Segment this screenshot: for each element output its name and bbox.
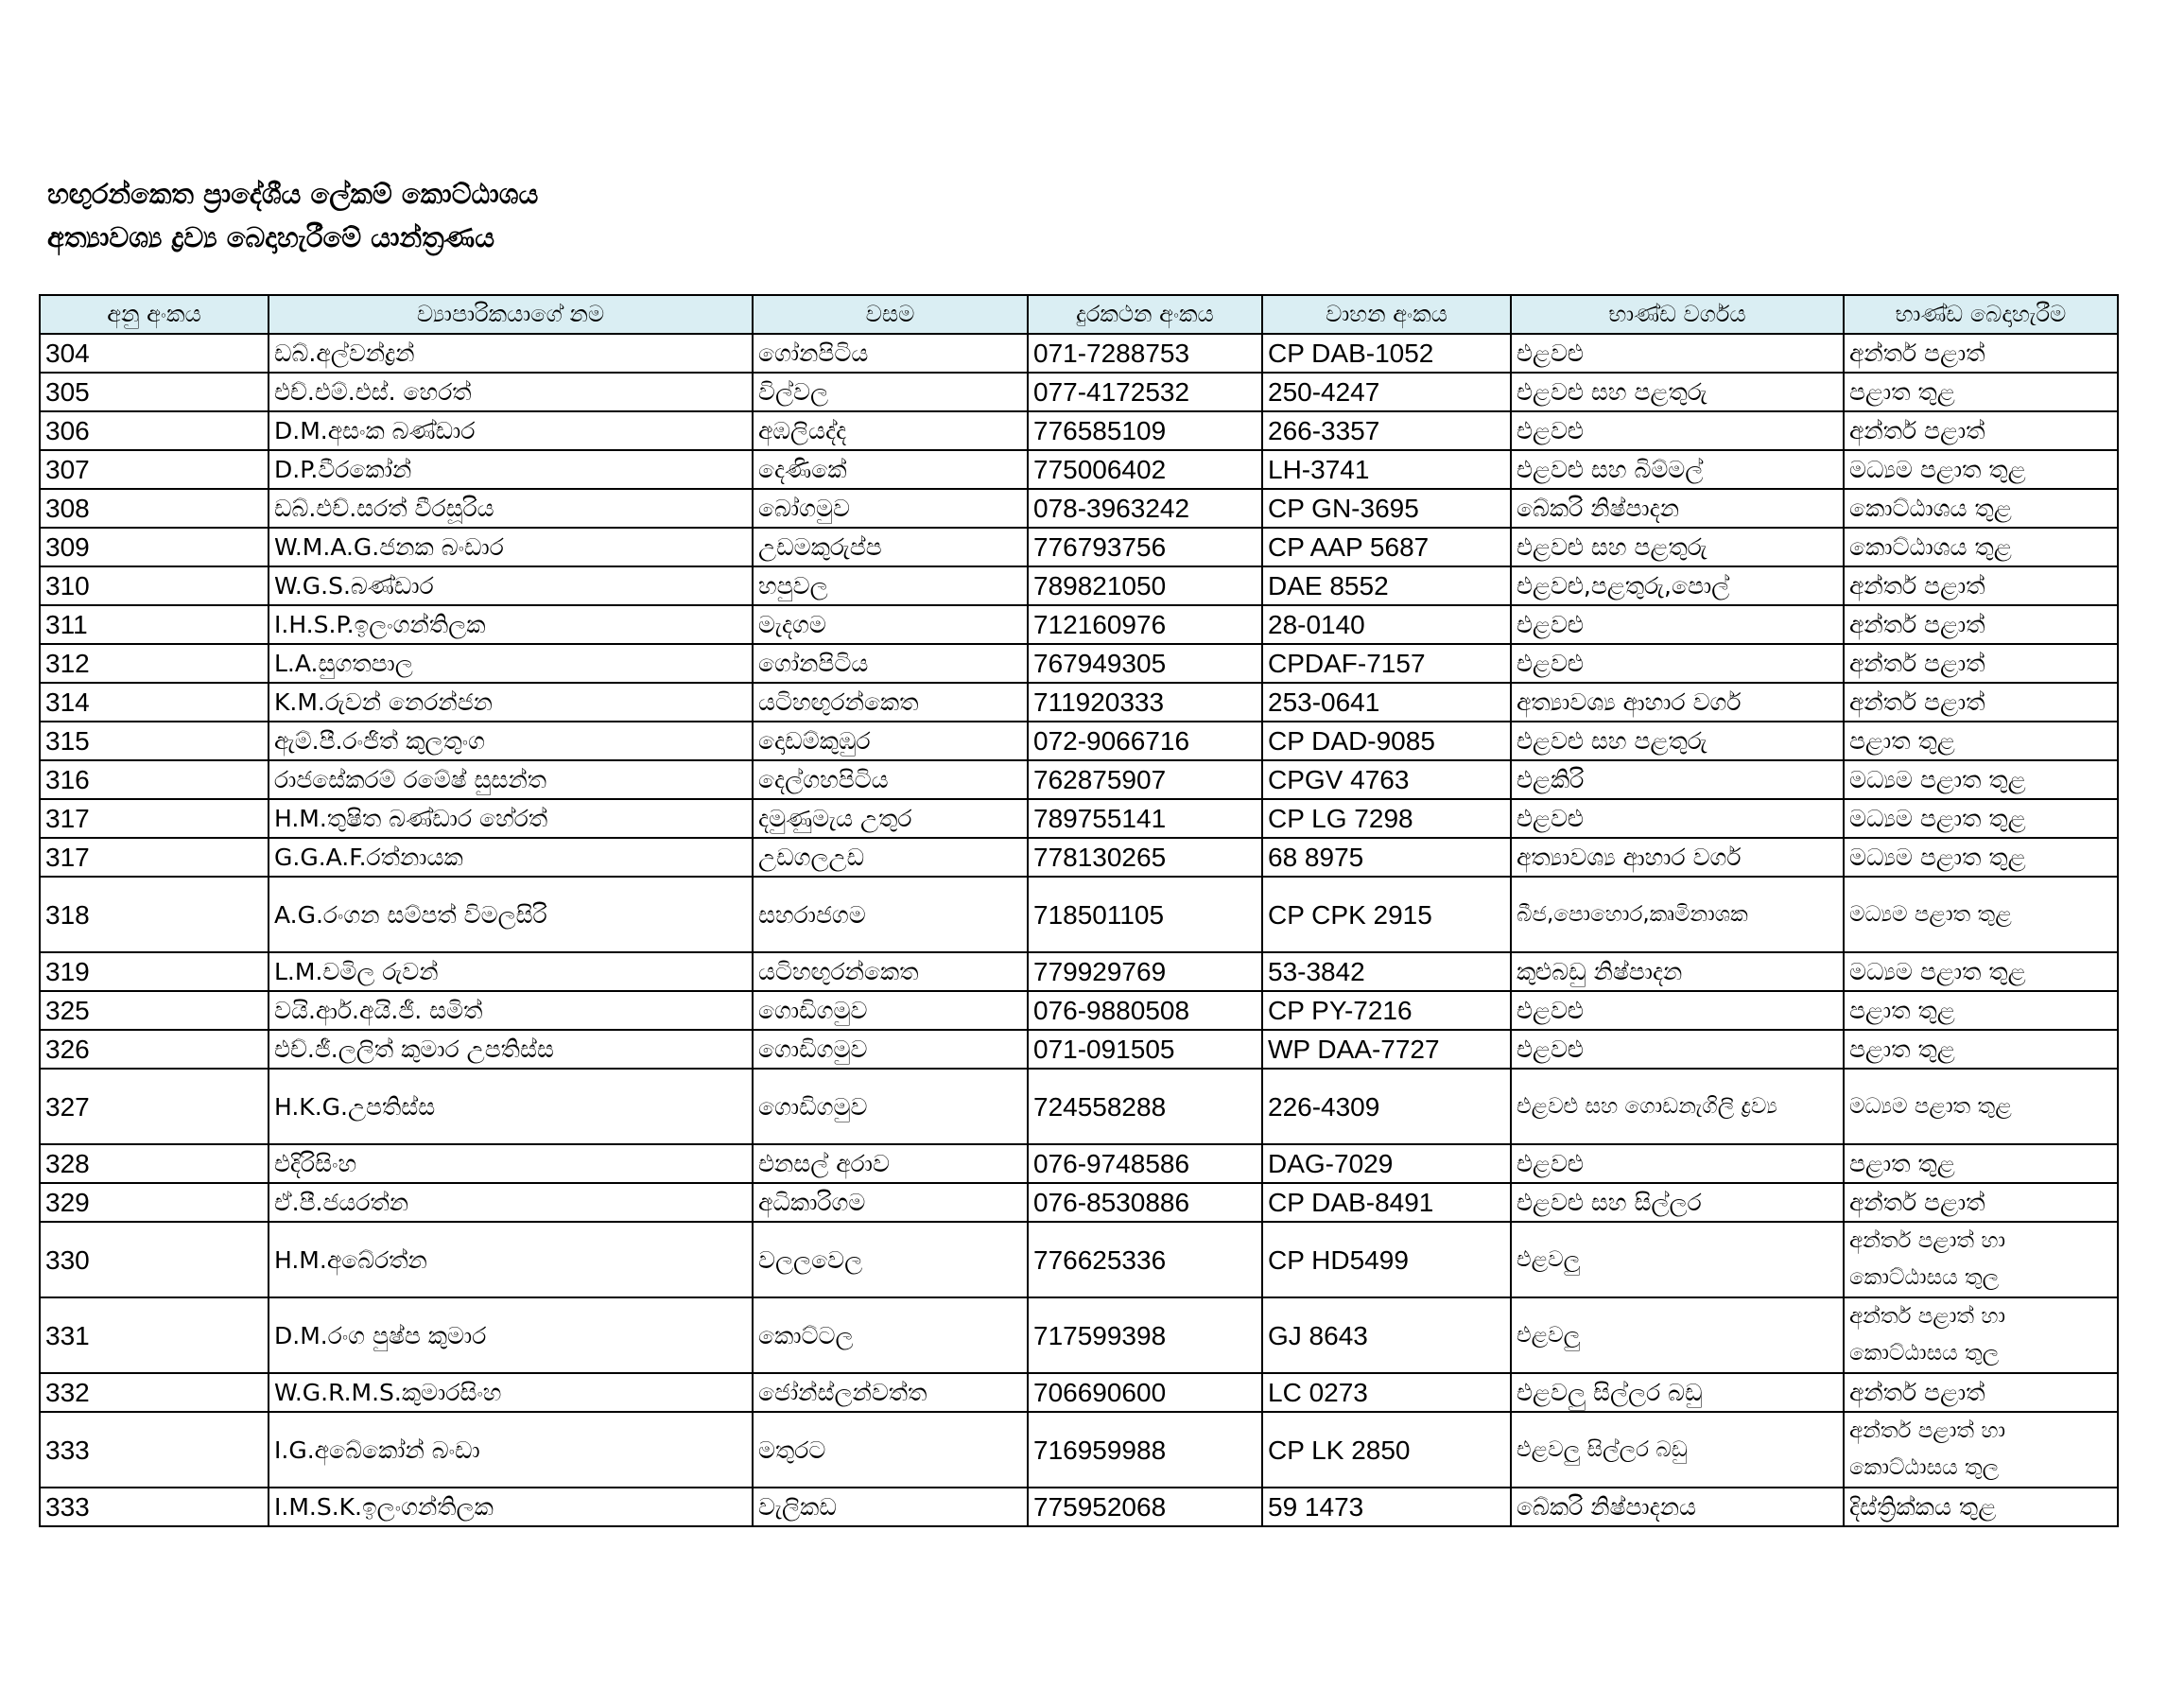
goods-type-cell: එළවළු: [1511, 334, 1844, 373]
distribution-cell: අන්තර් පළාත්: [1844, 1183, 2118, 1222]
trader-name-cell: L.A.සුගතපාල: [269, 644, 753, 683]
phone-cell: 767949305: [1028, 644, 1262, 683]
column-header-trader-name: ව්‍යාපාරිකයාගේ නම: [269, 295, 753, 334]
vehicle-cell: 28-0140: [1262, 605, 1511, 644]
goods-type-cell: බීජ,පොහොර,කෘමිනාශක: [1511, 877, 1844, 952]
division-cell: විල්වල: [753, 373, 1028, 411]
phone-cell: 706690600: [1028, 1373, 1262, 1412]
distribution-cell: අන්තර් පළාත්: [1844, 683, 2118, 722]
serial-cell: 316: [40, 760, 269, 799]
goods-type-cell: එළවලු: [1511, 1297, 1844, 1373]
table-row: [40, 683, 2118, 722]
goods-type-cell: එළකිරි: [1511, 760, 1844, 799]
goods-type-cell: එළවළු: [1511, 1030, 1844, 1069]
vehicle-cell: 53-3842: [1262, 952, 1511, 991]
phone-cell: 789821050: [1028, 566, 1262, 605]
phone-cell: 717599398: [1028, 1297, 1262, 1373]
serial-cell: 311: [40, 605, 269, 644]
phone-cell: 712160976: [1028, 605, 1262, 644]
goods-type-cell: එළවළු සහ සිල්ලර: [1511, 1183, 1844, 1222]
table-row: [40, 799, 2118, 838]
division-cell: යටිහඟුරන්කෙත: [753, 952, 1028, 991]
phone-cell: 775952068: [1028, 1488, 1262, 1526]
serial-cell: 314: [40, 683, 269, 722]
vehicle-cell: 226-4309: [1262, 1069, 1511, 1144]
goods-type-cell: බේකරි නිෂ්පාදන: [1511, 489, 1844, 528]
serial-cell: 319: [40, 952, 269, 991]
header-row: [40, 295, 2118, 334]
trader-name-cell: ඒ.පී.ජයරත්න: [269, 1183, 753, 1222]
vehicle-cell: CPDAF-7157: [1262, 644, 1511, 683]
column-header-vehicle: වාහන අංකය: [1262, 295, 1511, 334]
serial-cell: 329: [40, 1183, 269, 1222]
distribution-cell: මධ්‍යම පළාත තුළ: [1844, 450, 2118, 489]
goods-type-cell: එළවළු: [1511, 799, 1844, 838]
goods-type-cell: එළවළු: [1511, 411, 1844, 450]
trader-name-cell: එදිරිසිංහ: [269, 1144, 753, 1183]
vehicle-cell: DAG-7029: [1262, 1144, 1511, 1183]
goods-type-cell: එළවළු සහ පළතුරු: [1511, 373, 1844, 411]
serial-cell: 330: [40, 1222, 269, 1297]
table-row: [40, 1222, 2118, 1297]
division-cell: දොඩම්කුඹුර: [753, 722, 1028, 760]
division-cell: කොට්ටල: [753, 1297, 1028, 1373]
distribution-cell: මධ්‍යම පළාත තුළ: [1844, 1069, 2118, 1144]
table-row: [40, 1144, 2118, 1183]
phone-cell: 718501105: [1028, 877, 1262, 952]
goods-type-cell: එළවළු: [1511, 605, 1844, 644]
table-row: [40, 991, 2118, 1030]
serial-cell: 312: [40, 644, 269, 683]
table-header: [40, 295, 2118, 334]
distribution-cell: කොට්ඨාශය තුළ: [1844, 489, 2118, 528]
table-row: [40, 1183, 2118, 1222]
distribution-cell: අන්තර් පළාත් හා කොට්ඨාසය තුල: [1844, 1297, 2118, 1373]
table-row: [40, 952, 2118, 991]
trader-name-cell: D.M.රංග පුෂ්ප කුමාර: [269, 1297, 753, 1373]
trader-name-cell: H.M.අබේරත්න: [269, 1222, 753, 1297]
serial-cell: 327: [40, 1069, 269, 1144]
vehicle-cell: CP DAD-9085: [1262, 722, 1511, 760]
phone-cell: 711920333: [1028, 683, 1262, 722]
trader-name-cell: W.G.R.M.S.කුමාරසිංහ: [269, 1373, 753, 1412]
division-cell: උඩමකුරුප්ප: [753, 528, 1028, 566]
distribution-cell: දිස්ත්‍රික්කය තුළ: [1844, 1488, 2118, 1526]
vehicle-cell: DAE 8552: [1262, 566, 1511, 605]
page-header: [47, 172, 538, 259]
division-cell: එනසල් අරාව: [753, 1144, 1028, 1183]
phone-cell: 071-091505: [1028, 1030, 1262, 1069]
trader-name-cell: I.G.අබේකෝන් බංඩා: [269, 1412, 753, 1488]
trader-name-cell: ඇම්.පී.රංජිත් කුලතුංග: [269, 722, 753, 760]
goods-type-cell: එළවළු සහ බිම්මල්: [1511, 450, 1844, 489]
goods-type-cell: එළවළු: [1511, 991, 1844, 1030]
vehicle-cell: 59 1473: [1262, 1488, 1511, 1526]
table-row: [40, 450, 2118, 489]
phone-cell: 762875907: [1028, 760, 1262, 799]
distribution-cell: පළාත තුළ: [1844, 373, 2118, 411]
distribution-cell: අන්තර් පළාත්: [1844, 1373, 2118, 1412]
serial-cell: 333: [40, 1412, 269, 1488]
vehicle-cell: CP DAB-1052: [1262, 334, 1511, 373]
serial-cell: 308: [40, 489, 269, 528]
table-row: [40, 722, 2118, 760]
phone-cell: 072-9066716: [1028, 722, 1262, 760]
serial-cell: 328: [40, 1144, 269, 1183]
trader-name-cell: D.M.අසංක බණ්ඩාර: [269, 411, 753, 450]
table-row: [40, 1030, 2118, 1069]
phone-cell: 071-7288753: [1028, 334, 1262, 373]
phone-cell: 076-8530886: [1028, 1183, 1262, 1222]
vehicle-cell: CP AAP 5687: [1262, 528, 1511, 566]
vehicle-cell: 266-3357: [1262, 411, 1511, 450]
goods-type-cell: එළවළු,පළතුරු,පොල්: [1511, 566, 1844, 605]
division-cell: සහරාජගම: [753, 877, 1028, 952]
vehicle-cell: 250-4247: [1262, 373, 1511, 411]
goods-type-cell: අත්‍යාවශ්‍ය ආහාර වර්ග: [1511, 683, 1844, 722]
division-cell: ගෝනපිටිය: [753, 334, 1028, 373]
trader-name-cell: එච්.ජී.ලලිත් කුමාර උපතිස්ස: [269, 1030, 753, 1069]
distribution-cell: පළාත තුළ: [1844, 1144, 2118, 1183]
distribution-cell: පළාත තුළ: [1844, 722, 2118, 760]
phone-cell: 724558288: [1028, 1069, 1262, 1144]
division-cell: මතුරට: [753, 1412, 1028, 1488]
table-row: [40, 411, 2118, 450]
trader-name-cell: H.K.G.උපතිස්ස: [269, 1069, 753, 1144]
table-row: [40, 489, 2118, 528]
distribution-cell: අන්තර් පළාත් හා කොට්ඨාසය තුල: [1844, 1412, 2118, 1488]
serial-cell: 332: [40, 1373, 269, 1412]
division-cell: අඹලියද්ද: [753, 411, 1028, 450]
trader-name-cell: K.M.රුවන් නෙරන්ජන: [269, 683, 753, 722]
serial-cell: 317: [40, 799, 269, 838]
table-row: [40, 760, 2118, 799]
division-cell: යටිහඟුරන්කෙත: [753, 683, 1028, 722]
division-cell: හපුවල: [753, 566, 1028, 605]
phone-cell: 778130265: [1028, 838, 1262, 877]
division-cell: බෝගමුව: [753, 489, 1028, 528]
serial-cell: 307: [40, 450, 269, 489]
division-cell: දෙණිකේ: [753, 450, 1028, 489]
division-cell: දමුණුමැය උතුර: [753, 799, 1028, 838]
division-cell: අධිකාරිගම: [753, 1183, 1028, 1222]
table-row: [40, 528, 2118, 566]
division-cell: දෙල්ගහපිටිය: [753, 760, 1028, 799]
vehicle-cell: WP DAA-7727: [1262, 1030, 1511, 1069]
trader-name-cell: ඩබ්.අල්වන්ද්‍රන්: [269, 334, 753, 373]
distribution-cell: කොට්ඨාශය තුළ: [1844, 528, 2118, 566]
goods-type-cell: අත්‍යාවශ්‍ය ආහාර වර්ග: [1511, 838, 1844, 877]
goods-type-cell: එළවළු: [1511, 1144, 1844, 1183]
goods-type-cell: එළවලු සිල්ලර බඩු: [1511, 1412, 1844, 1488]
vehicle-cell: 253-0641: [1262, 683, 1511, 722]
vehicle-cell: CPGV 4763: [1262, 760, 1511, 799]
division-cell: ගොඩිගමුව: [753, 991, 1028, 1030]
serial-cell: 315: [40, 722, 269, 760]
goods-type-cell: එළවළු සහ ගොඩනැගිලි ද්‍රව්‍ය: [1511, 1069, 1844, 1144]
division-cell: උඩගලඋඩ: [753, 838, 1028, 877]
serial-cell: 318: [40, 877, 269, 952]
column-header-serial: අනු අංකය: [40, 295, 269, 334]
trader-name-cell: G.G.A.F.රත්නායක: [269, 838, 753, 877]
distribution-cell: මධ්‍යම පළාත තුළ: [1844, 838, 2118, 877]
goods-type-cell: එළවලු: [1511, 1222, 1844, 1297]
vehicle-cell: CP GN-3695: [1262, 489, 1511, 528]
phone-cell: 776585109: [1028, 411, 1262, 450]
trader-name-cell: වයි.ආර්.අයි.ජී. සමිත්: [269, 991, 753, 1030]
division-cell: මැදගම: [753, 605, 1028, 644]
table-row: [40, 1297, 2118, 1373]
trader-name-cell: W.G.S.බණ්ඩාර: [269, 566, 753, 605]
trader-name-cell: H.M.තුෂිත බණ්ඩාර හේරත්: [269, 799, 753, 838]
division-cell: ගොඩිගමුව: [753, 1069, 1028, 1144]
vehicle-cell: CP CPK 2915: [1262, 877, 1511, 952]
table-row: [40, 838, 2118, 877]
vendor-table: [39, 294, 2119, 1527]
phone-cell: 789755141: [1028, 799, 1262, 838]
goods-type-cell: බේකරි නිෂ්පාදනය: [1511, 1488, 1844, 1526]
office-title: හඟුරන්කෙත ප්‍රාදේශීය ලේකම් කොට්ඨාශය: [47, 178, 539, 210]
serial-cell: 309: [40, 528, 269, 566]
phone-cell: 076-9748586: [1028, 1144, 1262, 1183]
serial-cell: 325: [40, 991, 269, 1030]
phone-cell: 776793756: [1028, 528, 1262, 566]
division-cell: වලලවෙල: [753, 1222, 1028, 1297]
trader-name-cell: L.M.චමිල රුවන්: [269, 952, 753, 991]
goods-type-cell: එළවළු සහ පළතුරු: [1511, 528, 1844, 566]
trader-name-cell: A.G.රංගන සම්පත් විමලසිරි: [269, 877, 753, 952]
distribution-cell: මධ්‍යම පළාත තුළ: [1844, 877, 2118, 952]
table-row: [40, 373, 2118, 411]
distribution-cell: පළාත තුළ: [1844, 991, 2118, 1030]
distribution-cell: මධ්‍යම පළාත තුළ: [1844, 760, 2118, 799]
table-row: [40, 644, 2118, 683]
table-row: [40, 566, 2118, 605]
goods-type-cell: එළවළු සහ පළතුරු: [1511, 722, 1844, 760]
vehicle-cell: 68 8975: [1262, 838, 1511, 877]
phone-cell: 716959988: [1028, 1412, 1262, 1488]
serial-cell: 305: [40, 373, 269, 411]
goods-type-cell: එළවළු: [1511, 644, 1844, 683]
trader-name-cell: W.M.A.G.ජනක බංඩාර: [269, 528, 753, 566]
division-cell: ජෝන්ස්ලන්වත්ත: [753, 1373, 1028, 1412]
distribution-cell: අන්තර් පළාත්: [1844, 411, 2118, 450]
distribution-cell: අන්තර් පළාත්: [1844, 644, 2118, 683]
serial-cell: 326: [40, 1030, 269, 1069]
serial-cell: 317: [40, 838, 269, 877]
table-row: [40, 1069, 2118, 1144]
serial-cell: 333: [40, 1488, 269, 1526]
document-title: අත්‍යාවශ්‍ය ද්‍රව්‍ය බෙදාහැරීමේ යාන්ත්‍රණය: [47, 221, 495, 253]
vehicle-cell: CP LK 2850: [1262, 1412, 1511, 1488]
division-cell: වැලිකඩ: [753, 1488, 1028, 1526]
trader-name-cell: රාජසේකරම් රමේෂ් සුසන්ත: [269, 760, 753, 799]
table-row: [40, 1412, 2118, 1488]
trader-name-cell: I.M.S.K.ඉලංගන්තිලක: [269, 1488, 753, 1526]
trader-name-cell: I.H.S.P.ඉලංගන්තිලක: [269, 605, 753, 644]
distribution-cell: අන්තර් පළාත් හා කොට්ඨාසය තුල: [1844, 1222, 2118, 1297]
vehicle-cell: CP LG 7298: [1262, 799, 1511, 838]
trader-name-cell: එච්.එම්.එස්. හෙරත්: [269, 373, 753, 411]
table-row: [40, 877, 2118, 952]
goods-type-cell: එළවලු සිල්ලර බඩු: [1511, 1373, 1844, 1412]
distribution-cell: පළාත තුළ: [1844, 1030, 2118, 1069]
phone-cell: 779929769: [1028, 952, 1262, 991]
trader-name-cell: ඩබ්.එච්.සරත් වීරසූරිය: [269, 489, 753, 528]
table-row: [40, 1373, 2118, 1412]
distribution-cell: මධ්‍යම පළාත තුළ: [1844, 799, 2118, 838]
phone-cell: 076-9880508: [1028, 991, 1262, 1030]
phone-cell: 775006402: [1028, 450, 1262, 489]
serial-cell: 310: [40, 566, 269, 605]
division-cell: ගෝනපිටිය: [753, 644, 1028, 683]
vehicle-cell: CP DAB-8491: [1262, 1183, 1511, 1222]
vehicle-cell: LH-3741: [1262, 450, 1511, 489]
serial-cell: 304: [40, 334, 269, 373]
vehicle-cell: LC 0273: [1262, 1373, 1511, 1412]
vehicle-cell: GJ 8643: [1262, 1297, 1511, 1373]
serial-cell: 331: [40, 1297, 269, 1373]
division-cell: ගොඩිගමුව: [753, 1030, 1028, 1069]
distribution-cell: මධ්‍යම පළාත තුළ: [1844, 952, 2118, 991]
phone-cell: 077-4172532: [1028, 373, 1262, 411]
phone-cell: 776625336: [1028, 1222, 1262, 1297]
table-row: [40, 334, 2118, 373]
column-header-phone: දුරකථන අංකය: [1028, 295, 1262, 334]
distribution-cell: අන්තර් පළාත්: [1844, 566, 2118, 605]
table-body: [40, 334, 2118, 1526]
goods-type-cell: කුළුබඩු නිෂ්පාදන: [1511, 952, 1844, 991]
phone-cell: 078-3963242: [1028, 489, 1262, 528]
serial-cell: 306: [40, 411, 269, 450]
distribution-cell: අන්තර් පළාත්: [1844, 605, 2118, 644]
trader-name-cell: D.P.වීරකෝන්: [269, 450, 753, 489]
table-row: [40, 1488, 2118, 1526]
table-row: [40, 605, 2118, 644]
column-header-distribution: භාණ්ඩ බෙදාහැරීම: [1844, 295, 2118, 334]
vehicle-cell: CP HD5499: [1262, 1222, 1511, 1297]
column-header-division: වසම: [753, 295, 1028, 334]
column-header-goods-type: භාණ්ඩ වර්ගය: [1511, 295, 1844, 334]
vehicle-cell: CP PY-7216: [1262, 991, 1511, 1030]
distribution-cell: අන්තර් පළාත්: [1844, 334, 2118, 373]
